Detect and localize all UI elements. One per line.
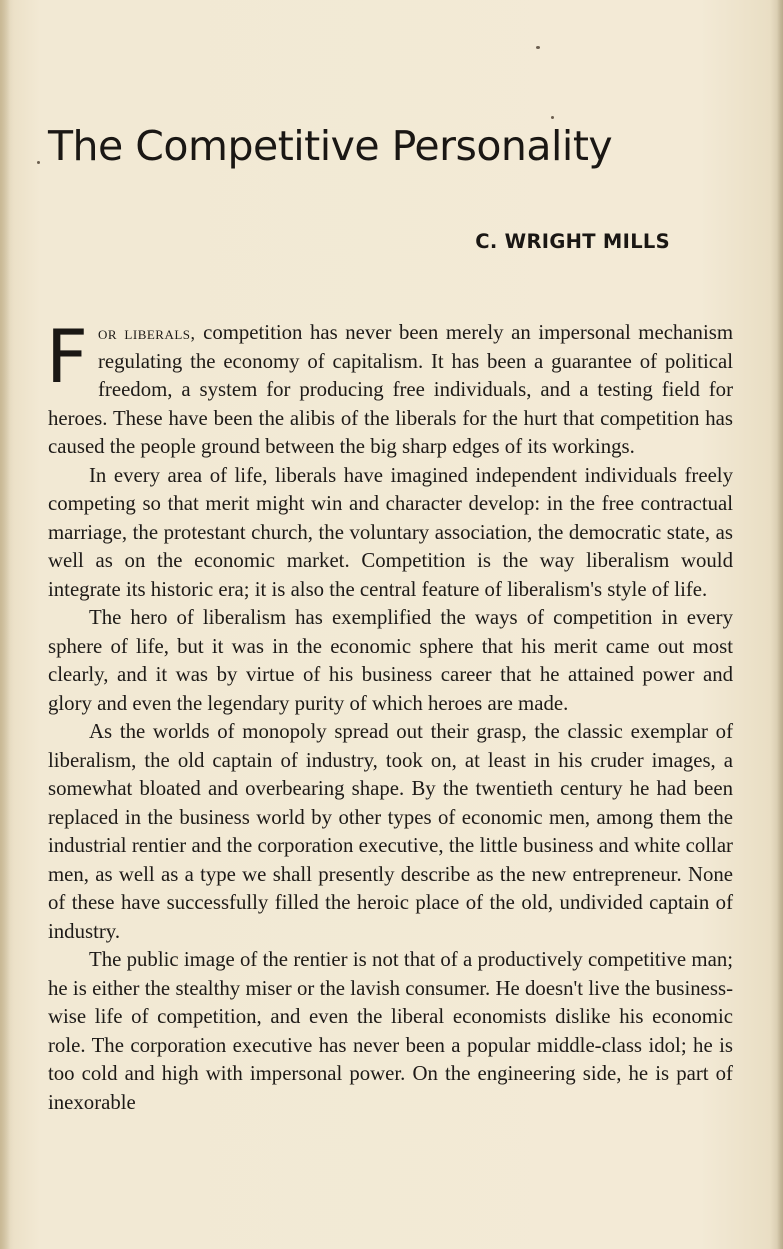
article-author: C. WRIGHT MILLS — [475, 230, 670, 253]
paper-speck — [536, 46, 540, 49]
paper-speck — [37, 161, 40, 164]
paragraph-5: The public image of the rentier is not that of a productively competitive man; he is either the stealthy miser or the lavish consumer. He doesn't live the business-wise life of competition, and even the liberal economists dislike his economic role. The corporation executive has never been a popular middle-class idol; he is too cold and high with impersonal power. On the engineering side, he is part of inexorable — [48, 948, 733, 1114]
paragraph-text: competition has never been merely an impersonal mechanism regulating the economy of capitalism. It has been a guarantee of political freedom, a system for producing free individuals, and a testing field for heroes. These have been the alibis of the liberals for the hurt that competition has caused the people ground between the big sharp edges of its workings. — [48, 321, 733, 458]
drop-cap: F — [46, 315, 88, 400]
page-edge-shadow — [777, 0, 783, 1249]
article-body — [46, 315, 733, 1117]
paper-speck — [551, 116, 554, 119]
article-title: The Competitive Personality — [48, 122, 613, 170]
paragraph-4: As the worlds of monopoly spread out their grasp, the classic exemplar of liberalism, the old captain of industry, took on, at least in his cruder images, a somewhat bloated and overbearing shape. By the twentieth century he had been replaced in the business world by other types of economic men, among them the industrial rentier and the corporation executive, the little business and white collar men, as well as a type we shall presently describe as the new entrepreneur. None of these have successfully filled the heroic place of the old, undivided captain of industry. — [48, 720, 733, 943]
spine-shadow — [0, 0, 10, 1249]
paragraph-3: The hero of liberalism has exemplified the ways of competition in every sphere of life, but it was in the economic sphere that his merit came out most clearly, and it was by virtue of his business career that he attained power and glory and even the legendary purity of which heroes are made. — [48, 606, 733, 715]
paragraph-1 — [46, 315, 733, 462]
lead-small-caps: or liberals, — [98, 323, 196, 343]
paragraph-2: In every area of life, liberals have imagined independent individuals freely competing so that merit might win and character develop: in the free contractual marriage, the protestant church, the voluntary association, the democratic state, as well as on the economic market. Competition is the way liberalism would integrate its historic era; it is also the central feature of liberalism's style of life. — [48, 463, 733, 601]
